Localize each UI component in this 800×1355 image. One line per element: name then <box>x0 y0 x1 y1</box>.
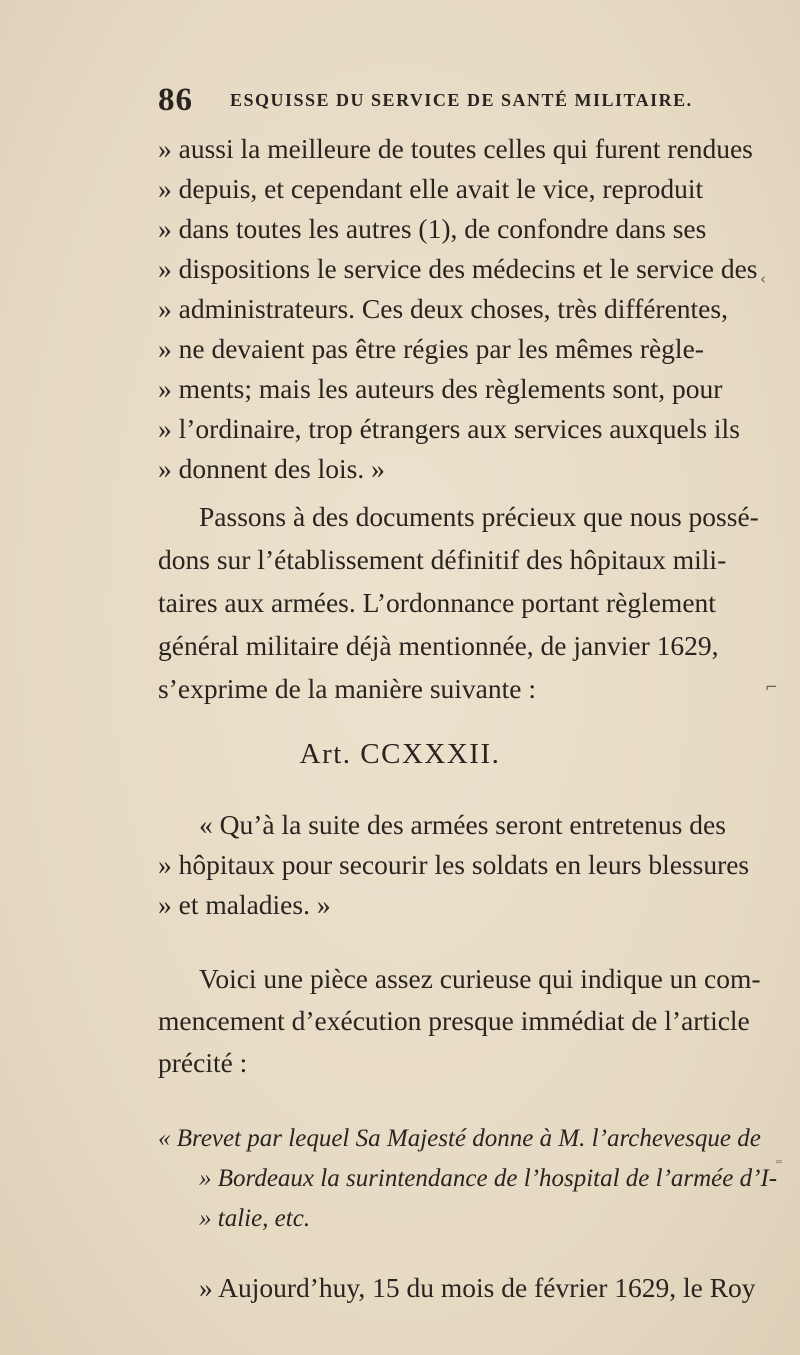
article-line: » hôpitaux pour secourir les soldats en leurs blessures <box>158 849 750 880</box>
margin-mark: ⌐ <box>765 678 778 696</box>
article-heading: Art. CCXXXII. <box>299 738 501 770</box>
margin-mark: ‹ <box>760 270 766 288</box>
article-line: « Qu’à la suite des armées seront entretenus des <box>199 809 726 840</box>
quote-line: » dispositions le service des médecins et le service des <box>158 253 758 284</box>
page-number: 86 <box>158 82 193 118</box>
paragraph-line: général militaire déjà mentionnée, de janvier 1629, <box>158 630 719 661</box>
quote-line: » dans toutes les autres (1), de confondre dans ses <box>158 213 707 244</box>
brevet-line: » talie, etc. <box>199 1205 311 1232</box>
quote-line: » ments; mais les auteurs des règlements sont, pour <box>158 373 723 404</box>
paragraph-line: mencement d’exécution presque immédiat de l’article <box>158 1005 750 1036</box>
paragraph-line: précité : <box>158 1047 248 1078</box>
paragraph-line: Voici une pièce assez curieuse qui indique un com- <box>199 963 761 994</box>
quote-line: » administrateurs. Ces deux choses, très différentes, <box>158 293 728 324</box>
quote-line: » ne devaient pas être régies par les mêmes règle- <box>158 333 704 364</box>
paragraph-line: taires aux armées. L’ordonnance portant règlement <box>158 587 716 618</box>
running-title: ESQUISSE DU SERVICE DE SANTÉ MILITAIRE. <box>230 90 693 110</box>
article-line: » et maladies. » <box>158 889 331 920</box>
date-line: » Aujourd’huy, 15 du mois de février 1629, le Roy <box>199 1272 756 1303</box>
paragraph-line: dons sur l’établissement définitif des hôpitaux mili- <box>158 544 727 575</box>
margin-mark: ⁼ <box>775 1155 783 1173</box>
brevet-line: « Brevet par lequel Sa Majesté donne à M. l’archevesque de <box>158 1125 761 1152</box>
quote-line: » l’ordinaire, trop étrangers aux services auxquels ils <box>158 413 740 444</box>
quote-line: » donnent des lois. » <box>158 453 385 484</box>
paragraph-line: Passons à des documents précieux que nous possé- <box>199 501 759 532</box>
paragraph-line: s’exprime de la manière suivante : <box>158 673 536 704</box>
quote-line: » depuis, et cependant elle avait le vice, reproduit <box>158 173 704 204</box>
quote-line: » aussi la meilleure de toutes celles qui furent rendues <box>158 133 753 164</box>
brevet-line: » Bordeaux la surintendance de l’hospital de l’armée d’I- <box>199 1165 778 1192</box>
page-header <box>158 82 718 122</box>
